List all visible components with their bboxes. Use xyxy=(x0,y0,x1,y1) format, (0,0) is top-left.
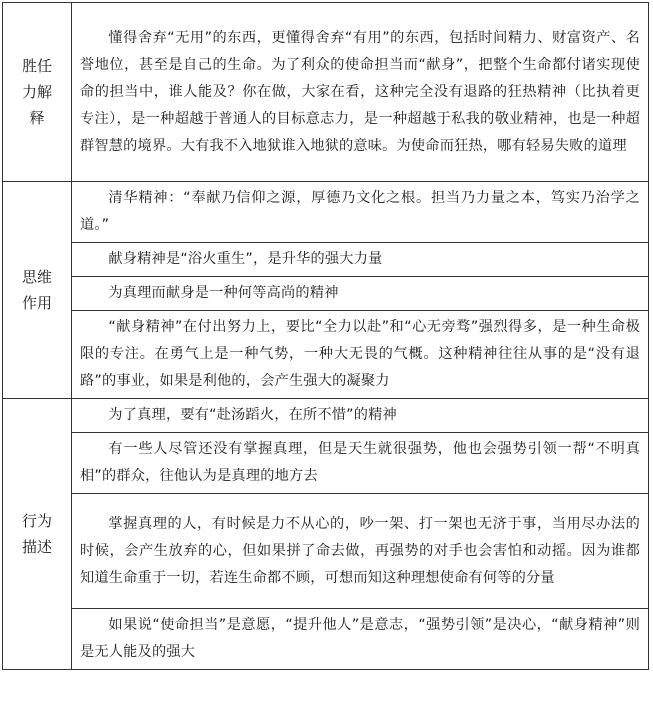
table-row xyxy=(3,182,649,243)
content-cell: 为真理而献身是一种何等高尚的精神 xyxy=(72,277,649,311)
content-cell: 清华精神：“奉献乃信仰之源，厚德乃文化之根。担当乃力量之本，笃实乃治学之道。” xyxy=(72,182,649,243)
section-label-cell xyxy=(3,399,72,670)
table-row xyxy=(3,609,649,670)
section-label-cell xyxy=(3,3,72,182)
table-row xyxy=(3,243,649,277)
section-label: 胜任力解释 xyxy=(21,57,52,127)
competency-table xyxy=(2,2,649,670)
content-cell: 为了真理，要有“赴汤蹈火，在所不惜”的精神 xyxy=(72,399,649,433)
content-cell: 懂得舍弃“无用”的东西，更懂得舍弃“有用”的东西，包括时间精力、财富资产、名誉地位，甚至是自己的生命。为了利众的使命担当而“献身”，把整个生命都付诸实现使命的担当中，谁人能及？你在做，大家在看，这种完全没有退路的狂热精神（比执着更专注），是一种超越于普通人的目标意志力，是一种超越于私我的敬业精神，也是一种超群智慧的境界。大有我不入地狱谁入地狱的意味。为使命而狂热，哪有轻易失败的道理 xyxy=(72,3,649,182)
table-row xyxy=(3,3,649,182)
table-row xyxy=(3,494,649,609)
content-cell: 掌握真理的人，有时候是力不从心的，吵一架、打一架也无济于事，当用尽办法的时候，会产生放弃的心，但如果拼了命去做，再强势的对手也会害怕和动摇。因为谁都知道生命重于一切，若连生命都不顾，可想而知这种理想使命有何等的分量 xyxy=(72,494,649,609)
table-row xyxy=(3,433,649,494)
table-row xyxy=(3,277,649,311)
section-label-cell xyxy=(3,182,72,399)
content-cell: “献身精神”在付出努力上，要比“全力以赴”和“心无旁骛”强烈得多，是一种生命极限的专注。在勇气上是一种气势，一种大无畏的气概。这种精神往往从事的是“没有退路”的事业，如果是利他的，会产生强大的凝聚力 xyxy=(72,311,649,399)
table-row xyxy=(3,399,649,433)
content-cell: 有一些人尽管还没有掌握真理，但是天生就很强势，他也会强势引领一帮“不明真相”的群众，往他认为是真理的地方去 xyxy=(72,433,649,494)
section-label: 思维作用 xyxy=(21,268,52,312)
content-cell: 如果说“使命担当”是意愿，“提升他人”是意志，“强势引领”是决心，“献身精神”则是无人能及的强大 xyxy=(72,609,649,670)
table-row xyxy=(3,311,649,399)
section-label: 行为描述 xyxy=(21,512,52,556)
content-cell: 献身精神是“浴火重生”，是升华的强大力量 xyxy=(72,243,649,277)
